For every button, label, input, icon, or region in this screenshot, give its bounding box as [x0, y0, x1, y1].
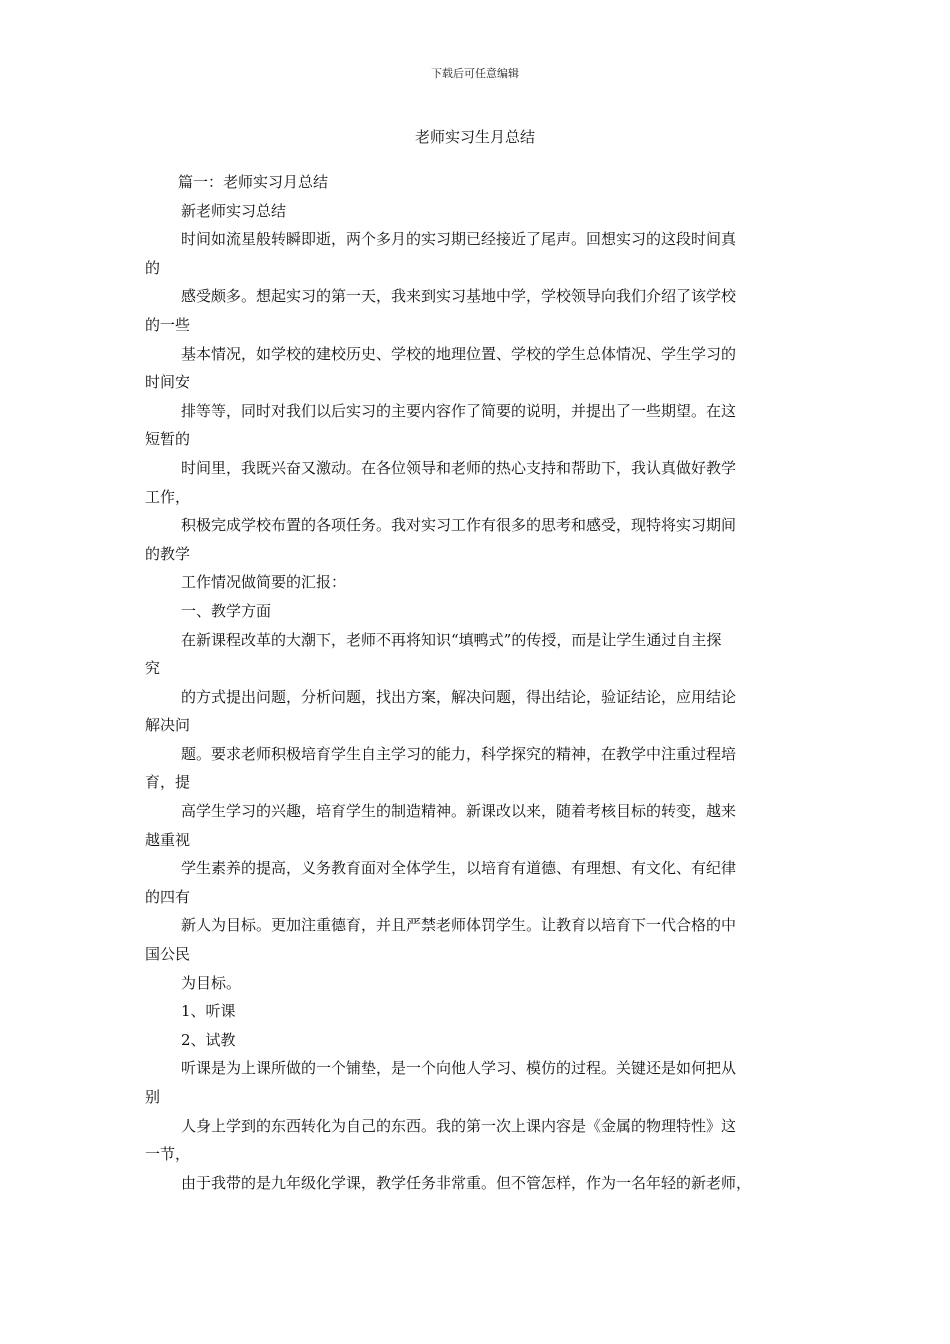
text-line: 学生素养的提高，义务教育面对全体学生，以培育有道德、有理想、有文化、有纪律	[181, 859, 737, 878]
text-line: 题。要求老师积极培育学生自主学习的能力，科学探究的精神，在教学中注重过程培	[181, 744, 737, 763]
text-line: 短暂的	[145, 430, 191, 449]
text-line: 时间如流星般转瞬即逝，两个多月的实习期已经接近了尾声。回想实习的这段时间真	[181, 230, 737, 249]
text-line: 一、教学方面	[181, 601, 272, 620]
text-line: 由于我带的是九年级化学课，教学任务非常重。但不管怎样，作为一名年轻的新老师，	[181, 1173, 752, 1192]
text-line: 篇一：老师实习月总结	[178, 173, 329, 191]
text-line: 别	[145, 1088, 161, 1106]
document-body	[145, 168, 813, 1197]
text-line: 的四有	[145, 887, 191, 906]
text-line: 人身上学到的东西转化为自己的东西。我的第一次上课内容是《金属的物理特性》这	[181, 1116, 737, 1135]
text-line: 的	[145, 258, 161, 277]
text-line: 积极完成学校布置的各项任务。我对实习工作有很多的思考和感受，现特将实习期间	[181, 516, 737, 535]
text-line: 越重视	[145, 830, 191, 849]
text-line: 的一些	[145, 315, 191, 334]
text-line: 基本情况，如学校的建校历史、学校的地理位置、学校的学生总体情况、学生学习的	[181, 344, 737, 363]
text-line: 的方式提出问题，分析问题，找出方案，解决问题，得出结论，验证结论，应用结论	[181, 687, 737, 706]
text-line: 国公民	[145, 945, 191, 964]
header-note: 下载后可任意编辑	[431, 67, 519, 80]
text-line: 究	[145, 659, 161, 678]
text-line: 时间安	[145, 373, 191, 392]
text-line: 时间里，我既兴奋又激动。在各位领导和老师的热心支持和帮助下，我认真做好教学	[181, 458, 737, 477]
text-line: 2、试教	[181, 1030, 236, 1049]
text-line: 感受颇多。想起实习的第一天，我来到实习基地中学，学校领导向我们介绍了该学校	[181, 287, 737, 306]
text-line: 听课是为上课所做的一个铺垫，是一个向他人学习、模仿的过程。关键还是如何把从	[181, 1059, 737, 1078]
text-line: 一节，	[145, 1145, 191, 1164]
text-line: 育，提	[145, 773, 191, 792]
text-line: 工作情况做简要的汇报：	[181, 573, 347, 592]
text-line: 工作，	[145, 487, 191, 506]
document-title: 老师实习生月总结	[414, 128, 535, 146]
text-line: 1、听课	[181, 1002, 236, 1021]
text-line: 的教学	[145, 544, 191, 563]
text-line: 解决问	[145, 716, 191, 735]
text-line: 新老师实习总结	[181, 201, 287, 220]
text-line: 排等等，同时对我们以后实习的主要内容作了简要的说明，并提出了一些期望。在这	[181, 401, 737, 420]
text-line: 在新课程改革的大潮下，老师不再将知识“填鸭式”的传授，而是让学生通过自主探	[181, 630, 722, 649]
text-line: 新人为目标。更加注重德育，并且严禁老师体罚学生。让教育以培育下一代合格的中	[181, 916, 737, 935]
text-line: 高学生学习的兴趣，培育学生的制造精神。新课改以来，随着考核目标的转变，越来	[181, 802, 737, 821]
text-line: 为目标。	[181, 973, 242, 992]
